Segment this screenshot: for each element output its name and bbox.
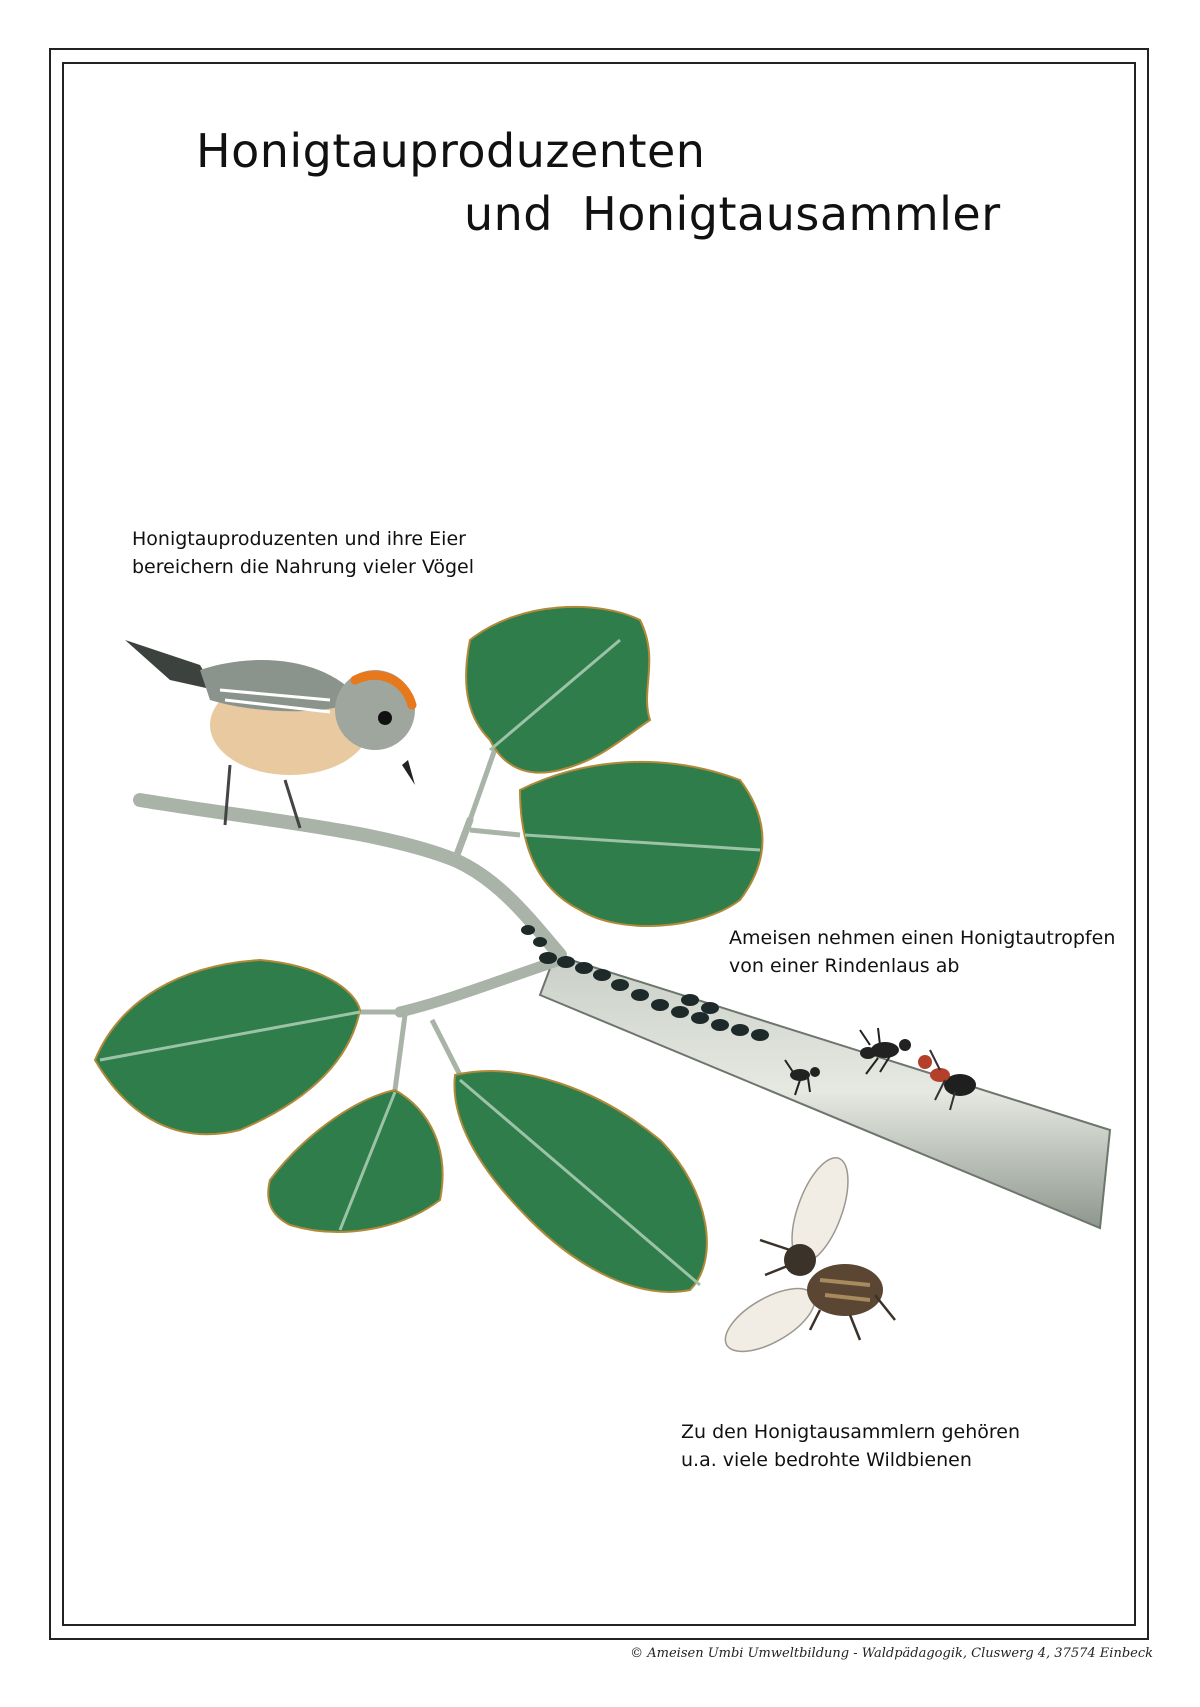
caption-birds-line2: bereichern die Nahrung vieler Vögel <box>132 556 475 578</box>
caption-ants-line2: von einer Rindenlaus ab <box>729 955 960 977</box>
oak-leaf-icon <box>466 607 650 773</box>
caption-birds-line1: Honigtauproduzenten und ihre Eier <box>132 528 466 550</box>
oak-leaf-icon <box>268 1090 442 1232</box>
caption-bees-line1: Zu den Honigtausammlern gehören <box>681 1421 1020 1443</box>
caption-bees-line2: u.a. viele bedrohte Wildbienen <box>681 1449 972 1471</box>
oak-leaf-icon <box>95 960 360 1134</box>
wild-bee-icon <box>716 1151 895 1364</box>
copyright-note: © Ameisen Umbi Umweltbildung - Waldpädagogik, Cluswerg 4, 37574 Einbeck <box>630 1646 1153 1661</box>
oak-leaf-icon <box>454 1071 706 1292</box>
title-line-2: und Honigtausammler <box>464 187 1001 241</box>
caption-ants-line1: Ameisen nehmen einen Honigtautropfen <box>729 927 1116 949</box>
oak-leaf-icon <box>520 762 763 926</box>
title-line-1: Honigtauproduzenten <box>196 124 706 178</box>
